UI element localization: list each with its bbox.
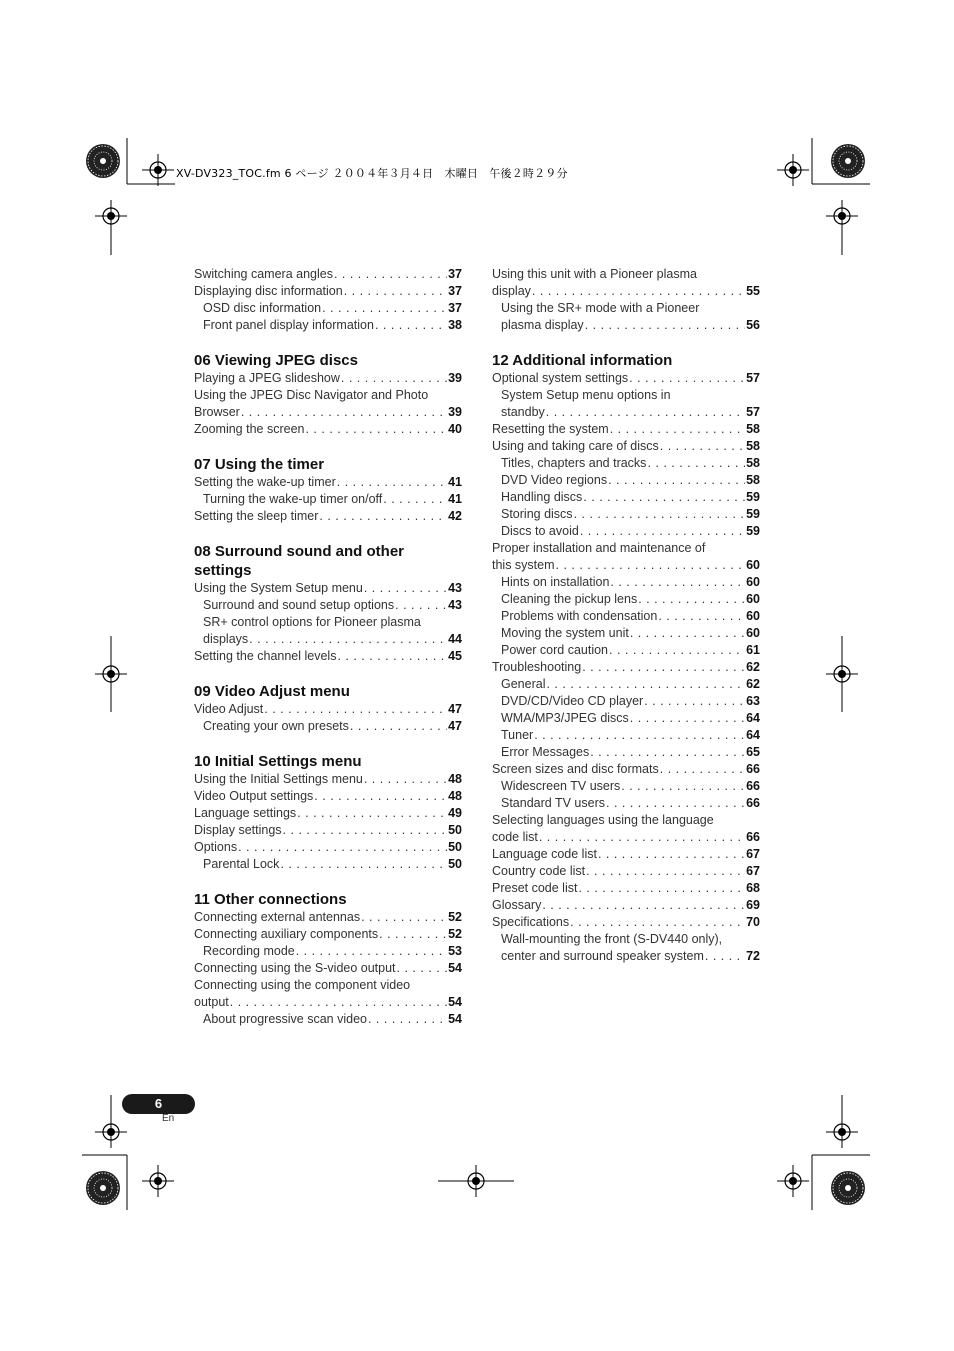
- page-number: 52: [448, 910, 462, 924]
- entry-title: Using this unit with a Pioneer plasma: [492, 267, 697, 281]
- dot-leader: [319, 508, 447, 525]
- toc-entry[interactable]: [492, 931, 760, 965]
- page-number: 60: [746, 558, 760, 572]
- entry-title: Storing discs: [501, 507, 573, 521]
- toc-entry[interactable]: [194, 421, 462, 438]
- dot-leader: [368, 1011, 447, 1028]
- entry-title-cont: plasma display: [501, 318, 584, 332]
- toc-entry[interactable]: [194, 648, 462, 665]
- toc-entry[interactable]: [492, 438, 760, 455]
- dot-leader: [586, 863, 745, 880]
- entry-title: Display settings: [194, 823, 282, 837]
- entry-title: Power cord caution: [501, 643, 609, 657]
- page-number: 66: [746, 762, 760, 776]
- dot-leader: [621, 778, 745, 795]
- toc-entry[interactable]: [492, 812, 760, 846]
- section-heading: 11 Other connections: [194, 891, 347, 908]
- page-number: 64: [746, 711, 760, 725]
- entry-title: SR+ control options for Pioneer plasma: [203, 615, 421, 629]
- toc-section: [194, 455, 462, 525]
- page-number: 54: [448, 995, 462, 1009]
- dot-leader: [608, 472, 745, 489]
- dot-leader: [395, 597, 447, 614]
- toc-section: [492, 266, 760, 334]
- entry-title: Cleaning the pickup lens: [501, 592, 638, 606]
- page-number: 41: [448, 492, 462, 506]
- page-number-badge: 6: [122, 1094, 195, 1114]
- toc-entry[interactable]: [492, 914, 760, 931]
- page-number: 67: [746, 847, 760, 861]
- dot-leader: [364, 771, 447, 788]
- toc-entry[interactable]: [492, 880, 760, 897]
- page-number: 58: [746, 439, 760, 453]
- toc-left-column: [194, 266, 462, 1045]
- entry-title: Optional system settings: [492, 371, 629, 385]
- page-number: 68: [746, 881, 760, 895]
- dot-leader: [606, 795, 745, 812]
- dot-leader: [583, 489, 745, 506]
- dot-leader: [264, 701, 447, 718]
- toc-entry[interactable]: [492, 846, 760, 863]
- dot-leader: [570, 914, 745, 931]
- toc-entry[interactable]: [194, 580, 462, 597]
- page-number: 48: [448, 772, 462, 786]
- toc-entry[interactable]: [492, 421, 760, 438]
- entry-title: Connecting using the S-video output: [194, 961, 396, 975]
- page-number: 58: [746, 422, 760, 436]
- entry-title-cont: center and surround speaker system: [501, 949, 704, 963]
- entry-title: Parental Lock: [203, 857, 280, 871]
- page-number: 65: [746, 745, 760, 759]
- page-number: 66: [746, 796, 760, 810]
- toc-section: [194, 542, 462, 665]
- dot-leader: [364, 580, 447, 597]
- dot-leader: [534, 727, 745, 744]
- section-heading: 12 Additional information: [492, 352, 673, 369]
- toc-entry[interactable]: [492, 744, 760, 761]
- toc-entry[interactable]: [194, 926, 462, 943]
- toc-entry[interactable]: [194, 474, 462, 491]
- page-number: 58: [746, 456, 760, 470]
- entry-row: [501, 404, 760, 421]
- entry-row: [492, 829, 760, 846]
- entry-title: Standard TV users: [501, 796, 605, 810]
- entry-title-cont: Browser: [194, 405, 240, 419]
- toc-entry[interactable]: [492, 897, 760, 914]
- page-number: 42: [448, 509, 462, 523]
- page-number: 67: [746, 864, 760, 878]
- dot-leader: [361, 909, 447, 926]
- section-heading: 06 Viewing JPEG discs: [194, 352, 358, 369]
- toc-entry[interactable]: [194, 943, 462, 960]
- entry-title: Titles, chapters and tracks: [501, 456, 647, 470]
- entry-title: Connecting auxiliary components: [194, 927, 379, 941]
- entry-title: Selecting languages using the language: [492, 813, 714, 827]
- page-number: 44: [448, 632, 462, 646]
- entry-title: Surround and sound setup options: [203, 598, 395, 612]
- toc-entry[interactable]: [194, 300, 462, 317]
- dot-leader: [539, 829, 745, 846]
- entry-title: Hints on installation: [501, 575, 610, 589]
- entry-title: DVD/CD/Video CD player: [501, 694, 644, 708]
- toc-section: [194, 890, 462, 1028]
- page-number: 56: [746, 318, 760, 332]
- toc-entry[interactable]: [194, 283, 462, 300]
- dot-leader: [582, 659, 745, 676]
- toc-entry[interactable]: [194, 718, 462, 735]
- dot-leader: [647, 455, 745, 472]
- entry-title: Moving the system unit: [501, 626, 629, 640]
- entry-title: Front panel display information: [203, 318, 374, 332]
- page-number: 52: [448, 927, 462, 941]
- toc-entry[interactable]: [492, 676, 760, 693]
- entry-title: Playing a JPEG slideshow: [194, 371, 340, 385]
- dot-leader: [297, 805, 447, 822]
- language-label: En: [162, 1113, 175, 1124]
- page-number: 39: [448, 371, 462, 385]
- entry-row: [194, 994, 462, 1011]
- toc-entry[interactable]: [194, 597, 462, 614]
- entry-title: Tuner: [501, 728, 534, 742]
- page-number: 54: [448, 961, 462, 975]
- dot-leader: [241, 404, 447, 421]
- page-number: 63: [746, 694, 760, 708]
- toc-entry[interactable]: [492, 693, 760, 710]
- page-number: 57: [746, 371, 760, 385]
- dot-leader: [630, 710, 745, 727]
- toc-entry[interactable]: [492, 625, 760, 642]
- page-number: 66: [746, 779, 760, 793]
- entry-title: Language code list: [492, 847, 597, 861]
- page-number: 58: [746, 473, 760, 487]
- page-number: 45: [448, 649, 462, 663]
- entry-title-cont: code list: [492, 830, 538, 844]
- page-number: 40: [448, 422, 462, 436]
- page-number: 50: [448, 823, 462, 837]
- entry-title: Wall-mounting the front (S-DV440 only),: [501, 932, 723, 946]
- entry-title: Video Adjust: [194, 702, 264, 716]
- page-number: 59: [746, 507, 760, 521]
- entry-row: [492, 557, 760, 574]
- section-heading: 10 Initial Settings menu: [194, 753, 362, 770]
- page-number: 59: [746, 490, 760, 504]
- page-number: 37: [448, 301, 462, 315]
- toc-entry[interactable]: [492, 574, 760, 591]
- toc-section: [194, 682, 462, 735]
- page-number: 64: [746, 728, 760, 742]
- dot-leader: [542, 897, 745, 914]
- toc-entry[interactable]: [492, 300, 760, 334]
- toc-right-column: [492, 266, 760, 982]
- dot-leader: [546, 676, 745, 693]
- toc-section: [492, 351, 760, 965]
- toc-entry[interactable]: [492, 795, 760, 812]
- entry-title: Options: [194, 840, 238, 854]
- dot-leader: [610, 574, 745, 591]
- dot-leader: [280, 856, 447, 873]
- dot-leader: [585, 317, 745, 334]
- toc-entry[interactable]: [194, 805, 462, 822]
- dot-leader: [334, 266, 447, 283]
- toc-entry[interactable]: [492, 727, 760, 744]
- entry-row: [501, 948, 760, 965]
- page-number: 43: [448, 598, 462, 612]
- entry-title: Setting the channel levels: [194, 649, 337, 663]
- entry-title: Setting the wake-up timer: [194, 475, 336, 489]
- entry-title: System Setup menu options in: [501, 388, 671, 402]
- entry-title: Handling discs: [501, 490, 583, 504]
- entry-title: About progressive scan video: [203, 1012, 367, 1026]
- entry-title-cont: displays: [203, 632, 249, 646]
- page-number: 37: [448, 284, 462, 298]
- entry-title: DVD Video regions: [501, 473, 608, 487]
- entry-title: Screen sizes and disc formats: [492, 762, 659, 776]
- entry-title: OSD disc information: [203, 301, 322, 315]
- dot-leader: [383, 491, 447, 508]
- entry-title-cont: output: [194, 995, 229, 1009]
- entry-title: Recording mode: [203, 944, 295, 958]
- page-number: 62: [746, 677, 760, 691]
- entry-title: Problems with condensation: [501, 609, 658, 623]
- toc-entry[interactable]: [492, 455, 760, 472]
- page-number: 60: [746, 592, 760, 606]
- dot-leader: [546, 404, 745, 421]
- entry-title: Preset code list: [492, 881, 578, 895]
- toc-entry[interactable]: [492, 778, 760, 795]
- page-number: 48: [448, 789, 462, 803]
- entry-title: Connecting using the component video: [194, 978, 411, 992]
- entry-row: [492, 283, 760, 300]
- dot-leader: [375, 317, 447, 334]
- toc-entry[interactable]: [194, 977, 462, 1011]
- dot-leader: [532, 283, 745, 300]
- toc-entry[interactable]: [492, 523, 760, 540]
- page-number: 62: [746, 660, 760, 674]
- toc-entry[interactable]: [194, 960, 462, 977]
- entry-title: Using the JPEG Disc Navigator and Photo: [194, 388, 429, 402]
- entry-title: Country code list: [492, 864, 586, 878]
- toc-entry[interactable]: [492, 472, 760, 489]
- dot-leader: [344, 283, 447, 300]
- page-number: 49: [448, 806, 462, 820]
- entry-row: [501, 317, 760, 334]
- page-number: 70: [746, 915, 760, 929]
- entry-title: Using the SR+ mode with a Pioneer: [501, 301, 700, 315]
- entry-title: Using and taking care of discs: [492, 439, 659, 453]
- toc-entry[interactable]: [492, 489, 760, 506]
- entry-row: [203, 631, 462, 648]
- toc-entry[interactable]: [194, 387, 462, 421]
- dot-leader: [238, 839, 447, 856]
- dot-leader: [305, 421, 447, 438]
- dot-leader: [283, 822, 448, 839]
- entry-title: Displaying disc information: [194, 284, 343, 298]
- entry-title: WMA/MP3/JPEG discs: [501, 711, 629, 725]
- dot-leader: [658, 608, 745, 625]
- toc-entry[interactable]: [194, 771, 462, 788]
- entry-title: Switching camera angles: [194, 267, 333, 281]
- dot-leader: [630, 625, 745, 642]
- dot-leader: [644, 693, 745, 710]
- toc-entry[interactable]: [492, 863, 760, 880]
- entry-title: Widescreen TV users: [501, 779, 621, 793]
- toc-entry[interactable]: [492, 506, 760, 523]
- page-number: 60: [746, 626, 760, 640]
- toc-entry[interactable]: [194, 856, 462, 873]
- entry-title: Using the System Setup menu: [194, 581, 363, 595]
- dot-leader: [314, 788, 447, 805]
- page-number: 50: [448, 857, 462, 871]
- toc-entry[interactable]: [492, 591, 760, 608]
- toc-entry[interactable]: [492, 370, 760, 387]
- section-heading: 09 Video Adjust menu: [194, 683, 350, 700]
- dot-leader: [249, 631, 447, 648]
- page-number: 50: [448, 840, 462, 854]
- page-number: 57: [746, 405, 760, 419]
- toc-entry[interactable]: [492, 387, 760, 421]
- dot-leader: [341, 370, 447, 387]
- toc-entry[interactable]: [194, 370, 462, 387]
- page-number: 69: [746, 898, 760, 912]
- dot-leader: [296, 943, 447, 960]
- toc-entry[interactable]: [194, 1011, 462, 1028]
- entry-title: Proper installation and maintenance of: [492, 541, 706, 555]
- dot-leader: [590, 744, 745, 761]
- toc-entry[interactable]: [194, 491, 462, 508]
- entry-title: Connecting external antennas: [194, 910, 361, 924]
- toc-entry[interactable]: [194, 317, 462, 334]
- toc-entry[interactable]: [492, 266, 760, 300]
- page-number: 54: [448, 1012, 462, 1026]
- entry-title: Troubleshooting: [492, 660, 582, 674]
- entry-title-cont: this system: [492, 558, 555, 572]
- page-number: 47: [448, 702, 462, 716]
- toc-section: [194, 351, 462, 438]
- entry-title: Discs to avoid: [501, 524, 579, 538]
- section-heading: 07 Using the timer: [194, 456, 325, 473]
- entry-title: Creating your own presets: [203, 719, 349, 733]
- dot-leader: [397, 960, 448, 977]
- toc-entry[interactable]: [194, 508, 462, 525]
- toc-entry[interactable]: [194, 266, 462, 283]
- toc-entry[interactable]: [194, 822, 462, 839]
- dot-leader: [609, 642, 745, 659]
- dot-leader: [574, 506, 746, 523]
- entry-title: Specifications: [492, 915, 570, 929]
- dot-leader: [629, 370, 745, 387]
- entry-title: Using the Initial Settings menu: [194, 772, 363, 786]
- page-number: 41: [448, 475, 462, 489]
- entry-title: Setting the sleep timer: [194, 509, 319, 523]
- toc-entry[interactable]: [194, 614, 462, 648]
- page-number: 60: [746, 575, 760, 589]
- entry-title: Glossary: [492, 898, 542, 912]
- page-number: 72: [746, 949, 760, 963]
- toc-entry[interactable]: [492, 608, 760, 625]
- dot-leader: [379, 926, 447, 943]
- entry-title: Video Output settings: [194, 789, 314, 803]
- toc-entry[interactable]: [492, 642, 760, 659]
- toc-entry[interactable]: [492, 761, 760, 778]
- dot-leader: [337, 474, 447, 491]
- dot-leader: [322, 300, 447, 317]
- dot-leader: [350, 718, 447, 735]
- toc-entry[interactable]: [194, 701, 462, 718]
- page-number: 43: [448, 581, 462, 595]
- toc-entry[interactable]: [492, 659, 760, 676]
- toc-entry[interactable]: [194, 839, 462, 856]
- toc-entry[interactable]: [492, 710, 760, 727]
- entry-row: [194, 404, 462, 421]
- file-header: XV-DV323_TOC.fm 6 ページ ２００４年３月４日 木曜日 午後２時２９分: [176, 167, 568, 180]
- dot-leader: [638, 591, 745, 608]
- toc-entry[interactable]: [194, 909, 462, 926]
- toc-entry[interactable]: [194, 788, 462, 805]
- dot-leader: [598, 846, 745, 863]
- page-number: 38: [448, 318, 462, 332]
- dot-leader: [705, 948, 745, 965]
- dot-leader: [660, 438, 745, 455]
- toc-section: [194, 752, 462, 873]
- dot-leader: [610, 421, 745, 438]
- section-heading: 08 Surround sound and other settings: [194, 543, 405, 579]
- dot-leader: [337, 648, 447, 665]
- page-number: 55: [746, 284, 760, 298]
- dot-leader: [578, 880, 745, 897]
- page-number: 61: [746, 643, 760, 657]
- page-number: 53: [448, 944, 462, 958]
- page-number: 59: [746, 524, 760, 538]
- entry-title: Turning the wake-up timer on/off: [203, 492, 383, 506]
- toc-entry[interactable]: [492, 540, 760, 574]
- entry-title: Language settings: [194, 806, 297, 820]
- page-number: 47: [448, 719, 462, 733]
- dot-leader: [580, 523, 745, 540]
- page-number: 60: [746, 609, 760, 623]
- page-number: 37: [448, 267, 462, 281]
- dot-leader: [556, 557, 746, 574]
- entry-title-cont: standby: [501, 405, 545, 419]
- entry-title: Zooming the screen: [194, 422, 305, 436]
- toc-section: [194, 266, 462, 334]
- page-number: 39: [448, 405, 462, 419]
- page-number: 66: [746, 830, 760, 844]
- entry-title: Error Messages: [501, 745, 590, 759]
- entry-title: General: [501, 677, 546, 691]
- dot-leader: [230, 994, 447, 1011]
- entry-title: Resetting the system: [492, 422, 609, 436]
- entry-title-cont: display: [492, 284, 531, 298]
- dot-leader: [660, 761, 745, 778]
